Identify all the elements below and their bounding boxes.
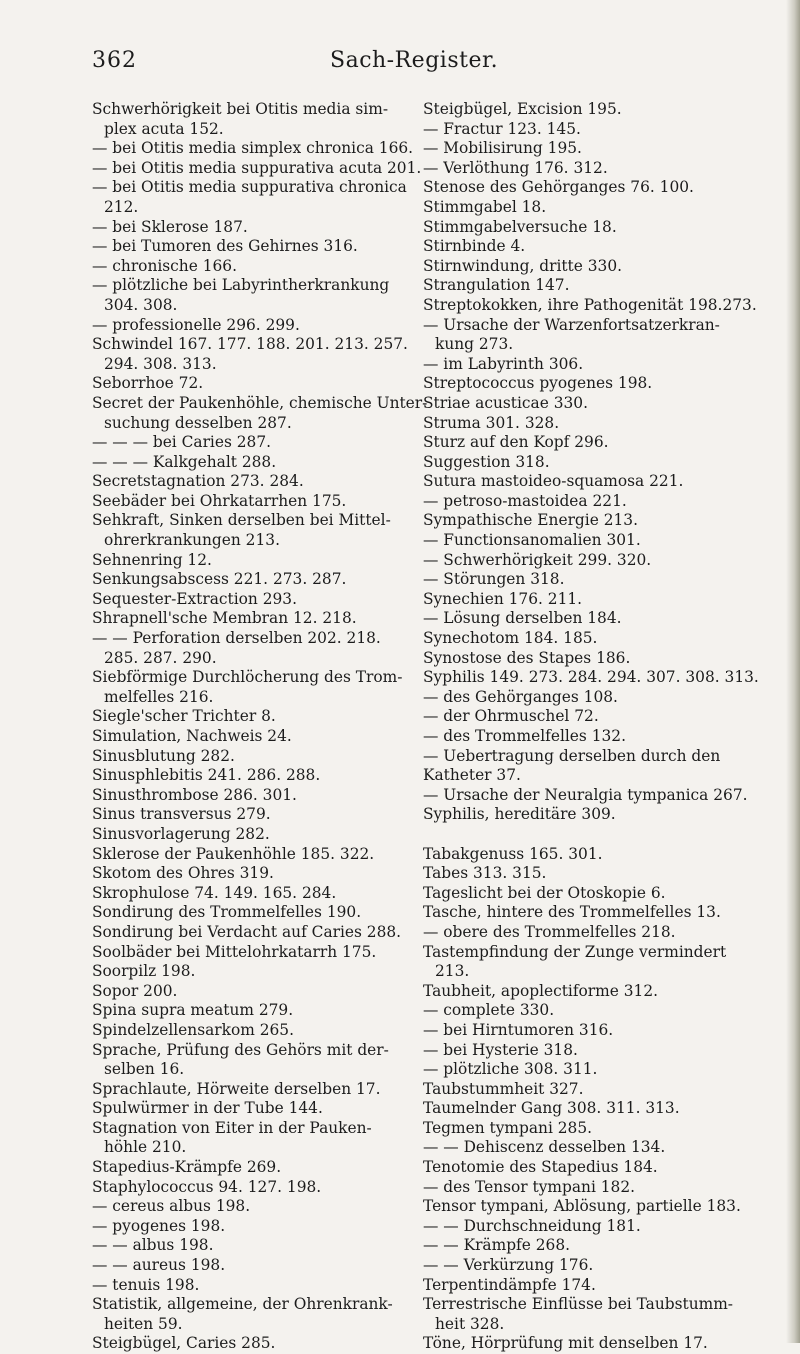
right-column (423, 100, 759, 1354)
index-entry: Töne, Hörprüfung mit denselben 17. (423, 1334, 708, 1353)
left-column (92, 100, 428, 1354)
index-entry: — Ursache der Warzenfortsatzerkran- (423, 315, 720, 334)
page-header (0, 48, 800, 78)
index-entry: — — Durchschneidung 181. (423, 1216, 641, 1235)
index-entry: — — Dehiscenz desselben 134. (423, 1138, 666, 1157)
index-entry: selben 16. (104, 1060, 185, 1079)
index-entry: — des Trommelfelles 132. (423, 727, 626, 745)
index-entry: — Verlöthung 176. 312. (423, 158, 608, 177)
index-entry: Sympathische Energie 213. (423, 511, 638, 530)
index-entry: — complete 330. (423, 1001, 555, 1020)
index-entry: plex acuta 152. (104, 119, 224, 138)
index-entry: Sinusvorlagerung 282. (92, 824, 270, 843)
index-entry: Sklerose der Paukenhöhle 185. 322. (92, 844, 375, 863)
index-entry: Stirnbinde 4. (423, 237, 526, 256)
index-entry: Sturz auf den Kopf 296. (423, 433, 609, 452)
index-entry: Tabes 313. 315. (423, 864, 547, 883)
index-entry: Spulwürmer in der Tube 144. (92, 1099, 323, 1118)
index-entry: heiten 59. (104, 1314, 183, 1333)
index-entry: Sinusphlebitis 241. 286. 288. (92, 766, 321, 785)
index-entry: Stagnation von Eiter in der Pauken- (92, 1118, 372, 1137)
index-entry: Stimmgabel 18. (423, 197, 547, 216)
index-entry: kung 273. (435, 335, 514, 354)
index-entry: 285. 287. 290. (104, 648, 217, 667)
index-entry: — der Ohrmuschel 72. (423, 707, 599, 726)
index-entry: Taumelnder Gang 308. 311. 313. (423, 1099, 680, 1118)
index-entry: — — — bei Caries 287. (92, 433, 272, 452)
index-entry: Schwerhörigkeit bei Otitis media sim- (92, 100, 389, 118)
index-entry: — obere des Trommelfelles 218. (423, 922, 676, 941)
index-entry: Syphilis 149. 273. 284. 294. 307. 308. 313. (423, 668, 759, 687)
section-gap (423, 825, 738, 845)
index-entry: Sopor 200. (92, 981, 178, 1000)
index-entry: Sondirung bei Verdacht auf Caries 288. (92, 922, 402, 941)
index-entry: Stenose des Gehörganges 76. 100. (423, 178, 694, 197)
index-entry: melfelles 216. (104, 687, 214, 706)
index-entry: — Lösung derselben 184. (423, 609, 622, 628)
index-entry: Spindelzellensarkom 265. (92, 1020, 294, 1039)
index-entry: Senkungsabscess 221. 273. 287. (92, 570, 347, 589)
index-entry: Simulation, Nachweis 24. (92, 727, 292, 745)
index-entry: Sinus transversus 279. (92, 805, 271, 824)
index-entry: Sinusthrombose 286. 301. (92, 785, 297, 804)
index-entry: — cereus albus 198. (92, 1197, 251, 1216)
index-entry: höhle 210. (104, 1138, 187, 1157)
index-entry: — plötzliche bei Labyrintherkrankung (92, 276, 390, 295)
index-entry: — — Perforation derselben 202. 218. (92, 629, 381, 648)
index-entry: suchung desselben 287. (104, 413, 292, 432)
index-entry: Streptokokken, ihre Pathogenität 198.273. (423, 295, 757, 314)
index-entry: Tasche, hintere des Trommelfelles 13. (423, 903, 721, 922)
index-entry: — Schwerhörigkeit 299. 320. (423, 550, 652, 569)
index-entry: Siebförmige Durchlöcherung des Trom- (92, 668, 403, 687)
page-edge-shadow (786, 0, 800, 1343)
index-entry: Steigbügel, Caries 285. (92, 1334, 276, 1353)
index-entry: — — albus 198. (92, 1236, 214, 1255)
index-entry: — chronische 166. (92, 256, 237, 275)
index-entry: Tabakgenuss 165. 301. (423, 844, 603, 863)
index-entry: Terpentindämpfe 174. (423, 1275, 596, 1294)
index-entry: — — Krämpfe 268. (423, 1236, 571, 1255)
index-entry: Katheter 37. (423, 766, 521, 785)
index-entry: Seborrhoe 72. (92, 374, 204, 393)
index-entry: — Fractur 123. 145. (423, 119, 581, 138)
index-entry: Sprache, Prüfung des Gehörs mit der- (92, 1040, 389, 1059)
index-entry: Sondirung des Trommelfelles 190. (92, 903, 362, 922)
index-entry: — im Labyrinth 306. (423, 354, 584, 373)
index-entry: Stirnwindung, dritte 330. (423, 256, 623, 275)
index-entry: Soorpilz 198. (92, 962, 196, 981)
index-entry: Synostose des Stapes 186. (423, 648, 631, 667)
index-entry: Sehkraft, Sinken derselben bei Mittel- (92, 511, 391, 530)
index-entry: Shrapnell'sche Membran 12. 218. (92, 609, 357, 628)
index-entry: Tastempfindung der Zunge vermindert (423, 942, 727, 961)
index-entry: — Ursache der Neuralgia tympanica 267. (423, 785, 748, 804)
index-entry: Sehnenring 12. (92, 550, 212, 569)
index-entry: Skrophulose 74. 149. 165. 284. (92, 883, 337, 902)
index-entry: ohrerkrankungen 213. (104, 531, 280, 550)
index-entry: Terrestrische Einflüsse bei Taubstumm- (423, 1295, 734, 1314)
index-entry: — — Verkürzung 176. (423, 1256, 594, 1275)
index-entry: — bei Otitis media simplex chronica 166. (92, 139, 414, 158)
index-entry: Tegmen tympani 285. (423, 1118, 593, 1137)
index-entry: 294. 308. 313. (104, 354, 217, 373)
index-entry: Struma 301. 328. (423, 413, 560, 432)
index-entry: 212. (104, 197, 139, 216)
index-entry: Steigbügel, Excision 195. (423, 100, 622, 118)
index-entry: — bei Hirntumoren 316. (423, 1020, 614, 1039)
index-entry: Synechien 176. 211. (423, 589, 583, 608)
index-entry: — bei Otitis media suppurativa acuta 201. (92, 158, 422, 177)
index-entry: heit 328. (435, 1314, 505, 1333)
index-entry: Secret der Paukenhöhle, chemische Unter- (92, 393, 428, 412)
index-entry: Skotom des Ohres 319. (92, 864, 274, 883)
index-entry: Siegle'scher Trichter 8. (92, 707, 276, 726)
index-entry: — bei Sklerose 187. (92, 217, 248, 236)
index-entry: Sinusblutung 282. (92, 746, 235, 765)
index-entry: Stapedius-Krämpfe 269. (92, 1158, 282, 1177)
index-entry: — Störungen 318. (423, 570, 565, 589)
index-entry: Soolbäder bei Mittelohrkatarrh 175. (92, 942, 377, 961)
index-entry: Stimmgabelversuche 18. (423, 217, 617, 236)
index-entry: Syphilis, hereditäre 309. (423, 805, 616, 824)
index-entry: Sprachlaute, Hörweite derselben 17. (92, 1079, 381, 1098)
index-entry: — bei Hysterie 318. (423, 1040, 578, 1059)
index-entry: Strangulation 147. (423, 276, 570, 295)
index-entry: — professionelle 296. 299. (92, 315, 300, 334)
index-entry: — Mobilisirung 195. (423, 139, 582, 158)
index-entry: Staphylococcus 94. 127. 198. (92, 1177, 322, 1196)
index-entry: — pyogenes 198. (92, 1216, 226, 1235)
index-entry: — bei Tumoren des Gehirnes 316. (92, 237, 358, 256)
index-entry: — plötzliche 308. 311. (423, 1060, 598, 1079)
index-entry: — Functionsanomalien 301. (423, 531, 641, 550)
index-entry: — des Gehörganges 108. (423, 687, 618, 706)
index-entry: — bei Otitis media suppurativa chronica (92, 178, 407, 197)
index-entry: Tageslicht bei der Otoskopie 6. (423, 883, 666, 902)
index-entry: Taubstummheit 327. (423, 1079, 584, 1098)
index-entry: — des Tensor tympani 182. (423, 1177, 636, 1196)
index-entry: Synechotom 184. 185. (423, 629, 598, 648)
index-entry: Statistik, allgemeine, der Ohrenkrank- (92, 1295, 393, 1314)
index-entry: Suggestion 318. (423, 452, 550, 471)
index-entry: Taubheit, apoplectiforme 312. (423, 981, 659, 1000)
index-entry: — — — Kalkgehalt 288. (92, 452, 277, 471)
index-entry: — — aureus 198. (92, 1256, 226, 1275)
index-entry: Schwindel 167. 177. 188. 201. 213. 257. (92, 335, 408, 354)
index-entry: — petroso-mastoidea 221. (423, 491, 627, 510)
index-entry: — tenuis 198. (92, 1275, 200, 1294)
index-entry: Tenotomie des Stapedius 184. (423, 1158, 658, 1177)
index-entry: Sutura mastoideo-squamosa 221. (423, 472, 684, 491)
index-entry: Secretstagnation 273. 284. (92, 472, 304, 491)
index-entry: 213. (435, 962, 470, 981)
index-entry: Streptococcus pyogenes 198. (423, 374, 653, 393)
page-number: 362 (92, 48, 137, 73)
page-title: Sach-Register. (330, 48, 499, 73)
index-entry: Striae acusticae 330. (423, 393, 588, 412)
index-entry: Seebäder bei Ohrkatarrhen 175. (92, 491, 347, 510)
index-entry: Spina supra meatum 279. (92, 1001, 294, 1020)
index-entry: 304. 308. (104, 295, 178, 314)
index-entry: — Uebertragung derselben durch den (423, 746, 721, 765)
index-entry: Tensor tympani, Ablösung, partielle 183. (423, 1197, 741, 1216)
index-entry: Sequester-Extraction 293. (92, 589, 297, 608)
